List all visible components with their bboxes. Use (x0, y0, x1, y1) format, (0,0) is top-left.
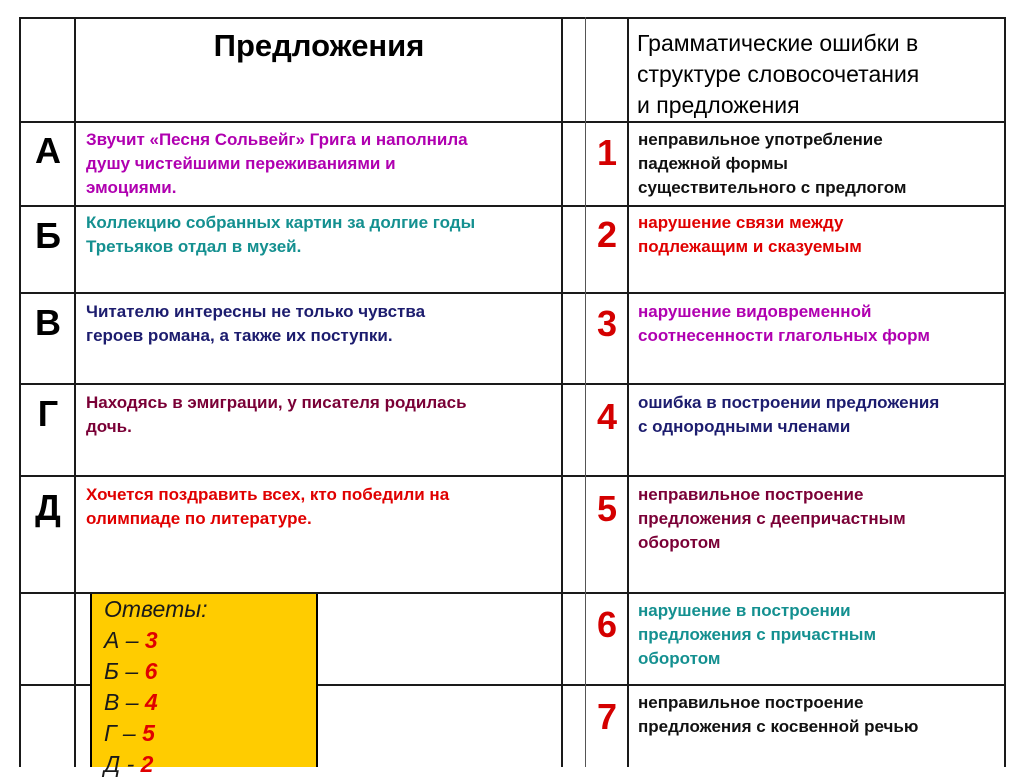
error-description (638, 211, 1000, 259)
error-line: падежной формы (638, 154, 788, 173)
table-border-top (19, 17, 1006, 19)
sentence-letter: Г (37, 393, 59, 434)
error-line: нарушение связи между (638, 213, 844, 232)
errors-heading-line: структуре словосочетания (637, 61, 920, 87)
column-divider (74, 17, 76, 767)
sentence-line: Хочется поздравить всех, кто победили на (86, 485, 450, 504)
answer-value: 5 (142, 720, 155, 746)
error-line: предложения с косвенной речью (638, 717, 919, 736)
error-description (638, 483, 1000, 555)
sentences-heading: Предложения (213, 28, 425, 63)
error-number: 5 (596, 488, 618, 529)
error-line: неправильное построение (638, 693, 864, 712)
answer-dash: – (119, 627, 145, 653)
error-line: неправильное употребление (638, 130, 883, 149)
answer-dash: - (120, 751, 141, 777)
error-line: оборотом (638, 533, 721, 552)
answer-value: 6 (144, 658, 158, 684)
error-number: 3 (596, 303, 618, 344)
error-line: неправильное построение (638, 485, 864, 504)
error-line: существительного с предлогом (638, 178, 907, 197)
answer-letter: Г (104, 720, 117, 746)
sentence-line: героев романа, а также их поступки. (86, 326, 393, 345)
error-line: оборотом (638, 649, 721, 668)
answers-box (90, 594, 318, 777)
errors-heading-line: и предложения (637, 92, 800, 118)
row-divider (19, 475, 1006, 477)
error-line: нарушение видовременной (638, 302, 872, 321)
error-number: 1 (596, 132, 618, 173)
column-divider (561, 17, 563, 767)
error-line: нарушение в построении (638, 601, 851, 620)
sentence-text (86, 300, 558, 348)
answers-list (104, 625, 316, 780)
column-divider (19, 17, 21, 767)
errors-heading (637, 28, 997, 121)
answer-dash: – (118, 658, 145, 684)
error-line: ошибка в построении предложения (638, 393, 940, 412)
error-number: 7 (596, 696, 618, 737)
row-divider (19, 383, 1006, 385)
sentence-line: Находясь в эмиграции, у писателя родилась (86, 393, 467, 412)
sentence-line: эмоциями. (86, 178, 177, 197)
sentence-letter: В (35, 302, 61, 343)
answer-row (104, 687, 316, 718)
column-divider (1004, 17, 1006, 767)
answer-dash: – (116, 720, 143, 746)
answer-letter: Б (104, 658, 119, 684)
row-divider (19, 292, 1006, 294)
answer-value: 3 (144, 627, 158, 653)
answer-dash: – (119, 689, 145, 715)
error-line: подлежащим и сказуемым (638, 237, 862, 256)
error-number: 2 (596, 214, 618, 255)
sentence-line: Звучит «Песня Сольвейг» Грига и наполнила (86, 130, 468, 149)
sentence-line: Читателю интересны не только чувства (86, 302, 426, 321)
sentence-line: Коллекцию собранных картин за долгие годы (86, 213, 476, 232)
column-divider (627, 17, 629, 767)
answer-letter: А (104, 627, 120, 653)
row-divider (19, 121, 1006, 123)
sentence-letter: А (35, 130, 61, 171)
error-line: предложения с причастным (638, 625, 877, 644)
sentence-letter: Б (35, 215, 61, 256)
answer-letter: Д (104, 751, 121, 777)
answer-row (104, 625, 316, 656)
answer-row (104, 749, 316, 780)
sentence-text (86, 391, 558, 439)
error-number: 4 (596, 396, 618, 437)
error-description (638, 691, 1000, 739)
sentence-text (86, 483, 558, 531)
error-number: 6 (596, 604, 618, 645)
answer-value: 2 (140, 751, 154, 777)
sentence-line: дочь. (86, 417, 132, 436)
row-divider (19, 205, 1006, 207)
sentence-line: олимпиаде по литературе. (86, 509, 312, 528)
error-description (638, 391, 1000, 439)
sentence-line: Третьяков отдал в музей. (86, 237, 302, 256)
answer-value: 4 (144, 689, 158, 715)
answer-letter: В (104, 689, 120, 715)
errors-heading-line: Грамматические ошибки в (637, 30, 919, 56)
error-description (638, 300, 1000, 348)
column-divider (585, 17, 586, 767)
answers-heading: Ответы: (104, 596, 208, 622)
error-line: с однородными членами (638, 417, 851, 436)
sentence-line: душу чистейшими переживаниями и (86, 154, 396, 173)
sentence-letter: Д (35, 487, 61, 528)
error-line: предложения с деепричастным (638, 509, 906, 528)
error-line: соотнесенности глагольных форм (638, 326, 930, 345)
sentence-text (86, 128, 558, 200)
error-description (638, 599, 1000, 671)
answer-row (104, 718, 316, 749)
sentence-text (86, 211, 558, 259)
answer-row (104, 656, 316, 687)
error-description (638, 128, 1000, 200)
